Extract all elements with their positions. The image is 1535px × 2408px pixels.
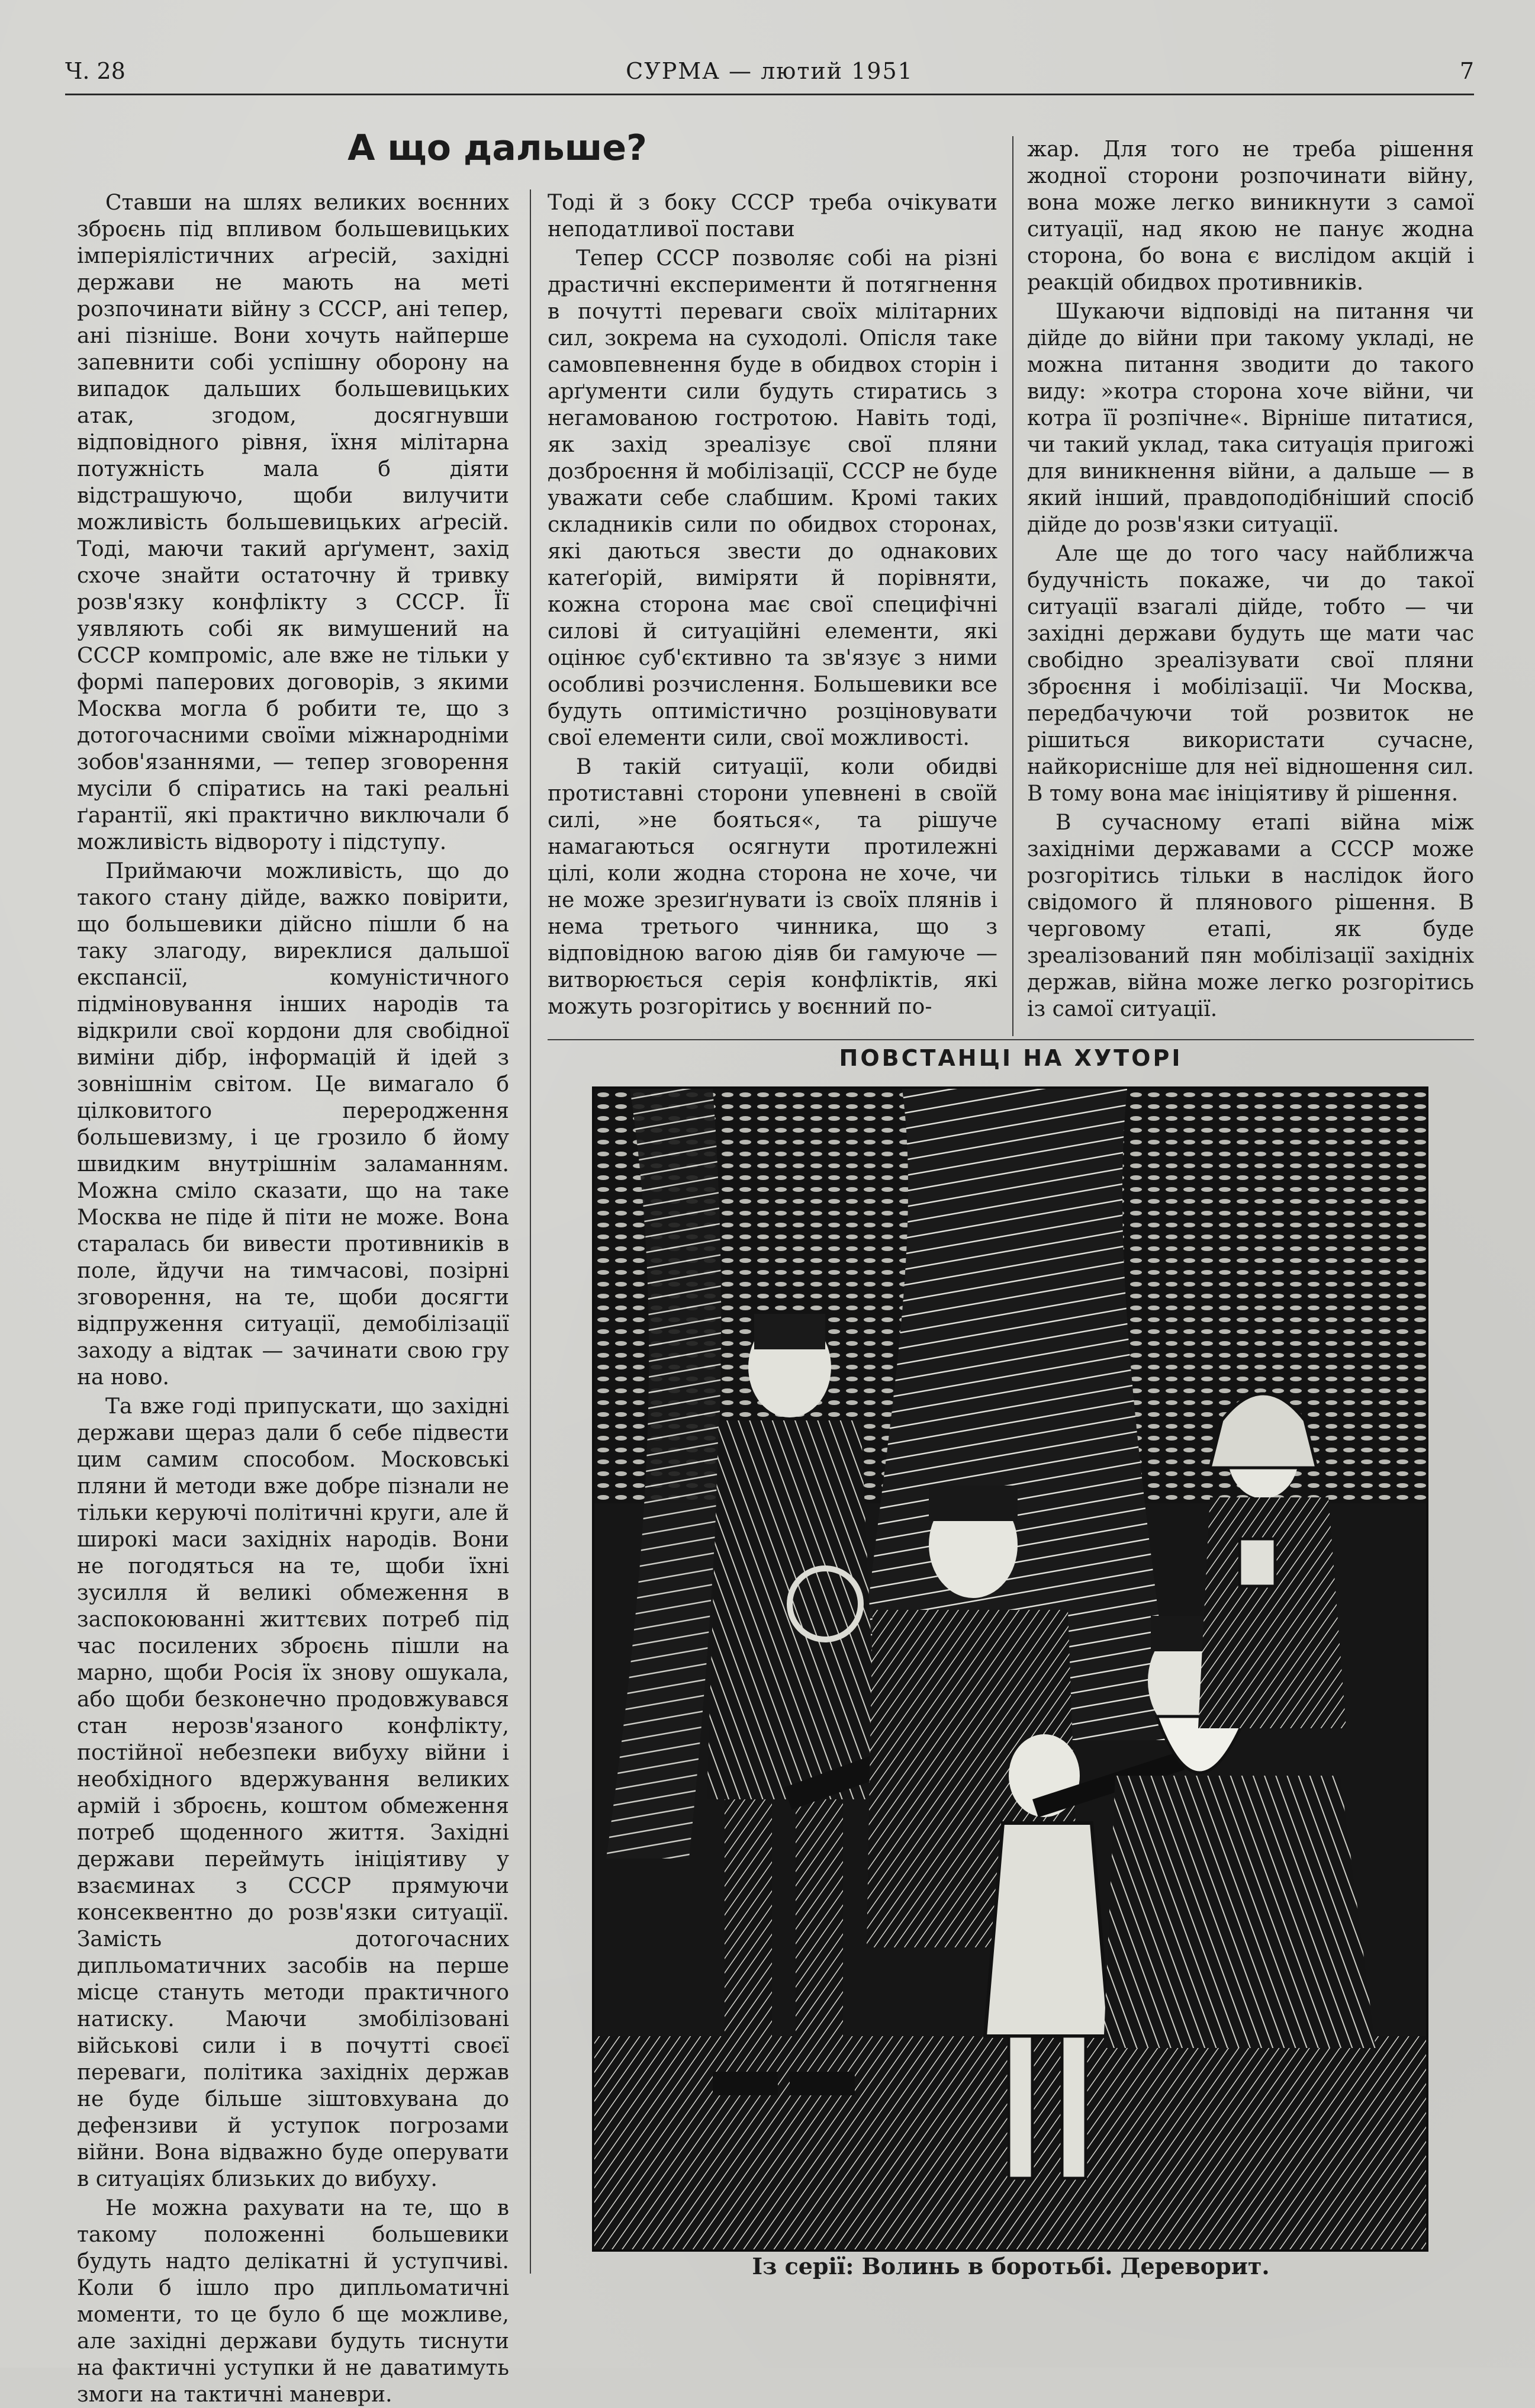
paragraph: Тепер СССР позволяє собі на різні драстичні експерименти й потягнення в почутті переваги своїх мілітарних сил, зокрема на суходолі. Опісля таке самовпевнення буде в обидвох сторін і арґументи сили будуть стиратись з негамованою гостротою. Навіть тоді, як захід зреалізує свої пляни дозброєння й мобілізації, СССР не буде уважати себе слабшим. Кромі таких складників сили по обидвох сторонах, які даються звести до однакових катеґорій, виміряти й порівняти, кожна сторона має свої специфічні силові й ситуаційні елементи, які оцінює суб'єктивно та зв'язує з ними особливі розчислення. Большевики все будуть оптимістично розціновувати свої елементи сили, свої можливості. xyxy=(548,246,997,750)
paragraph: Ставши на шлях великих воєнних зброєнь під впливом большевицьких імперіялістичних аґресій, західні держави не мають на меті розпочинати війну з СССР, ані тепер, ані пізніше. Вони хочуть найперше запевнити собі успішну оборону на випадок дальших большевицьких атак, згодом, досягнувши відповідного рівня, їхня мілітарна потужність мала б діяти відстрашуючо, щоби вилучити можливість большевицьких аґресій. Тоді, маючи такий арґумент, захід схоче знайти остаточну й тривку розв'язку конфлікту з СССР. Її уявляють собі як вимушений на СССР компроміс, але вже не тільки у формі паперових договорів, з якими Москва могла б робити те, що з дотогочасними своїми міжнародніми зобов'язаннями, — тепер зговорення мусіли б спіратись на такі реальні ґарантії, які практично виключали б можливість відвороту і підступу. xyxy=(77,191,509,854)
paragraph: В сучасному етапі війна між західніми державами а СССР може розгорітись тільки в наслідок його свідомого й плянового рішення. В черговому етапі, як буде зреалізований пян мобілізації західніх держав, війна може легко розгорітись із самої ситуації. xyxy=(1027,811,1474,1021)
section-divider xyxy=(548,1039,1474,1040)
article-column-3 xyxy=(1027,136,1474,1036)
paragraph: жар. Для того не треба рішення жодної сторони розпочинати війну, вона може легко виникнути з самої ситуації, над якою не панує жодна сторона, бо вона є вислідом акцій і реакцій обидвох противників. xyxy=(1027,137,1474,295)
paragraph: В такій ситуації, коли обидві протиставні сторони упевнені в своїй силі, »не бояться«, та рішуче намагаються осягнути протилежні цілі, коли жодна сторона не хоче, чи не може зрезиґнувати із своїх плянів і нема третього чинника, що з відповідною вагою діяв би гамуюче — витворюється серія конфліктів, які можуть розгорітись у воєнний по- xyxy=(548,755,997,1019)
paragraph: Шукаючи відповіді на питання чи дійде до війни при такому укладі, не можна питання зводити до такого виду: »котра сторона хоче війни, чи котра її розпічне«. Вірніше питатися, чи такий уклад, така ситуація пригожі для виникнення війни, а дальше — в який інший, правдоподібніший спосіб дійде до розв'язки ситуації. xyxy=(1027,300,1474,537)
illustration-title: ПОВСТАНЦІ НА ХУТОРІ xyxy=(839,1045,1183,1071)
article-column-2 xyxy=(548,189,997,1036)
page-number: 7 xyxy=(1459,58,1474,84)
paragraph: Але ще до того часу найближча будучність покаже, чи до такої ситуації взагалі дійде, тобто — чи західні держави будуть ще мати час свобідно зреалізувати свої пляни зброєння і мобілізації. Чи Москва, передбачуючи той розвиток не рішиться використати сучасне, найкорисніше для неї відношення сил. В тому вона має ініціятиву й рішення. xyxy=(1027,542,1474,806)
paragraph: Тоді й з боку СССР треба очікувати неподатливої постави xyxy=(548,191,997,242)
header-rule xyxy=(65,94,1474,95)
column-divider xyxy=(530,189,531,2274)
woodcut-illustration xyxy=(592,1086,1428,2252)
woodcut-drawing xyxy=(594,1089,1426,2249)
paragraph: Не можна рахувати на те, що в такому положенні большевики будуть надто делікатні й уступчиві. Коли б ішло про дипльоматичні моменти, то це було б ще можливе, але західні держави будуть тиснути на фактичні уступки й не даватимуть змоги на тактичні маневри. xyxy=(77,2196,509,2407)
column-divider xyxy=(1012,136,1013,1036)
paragraph: Приймаючи можливість, що до такого стану дійде, важко повірити, що большевики дійсно пішли б на таку злагоду, виреклися дальшої експансії, комуністичного підміновування інших народів та відкрили свої кордони для свобідної виміни дібр, інформацій й ідей з зовнішнім світом. Це вимагало б цілковитого переродження большевизму, і це грозило б йому швидким внутрішнім заламанням. Можна сміло сказати, що на таке Москва не піде й піти не може. Вона старалась би вивести противників в поле, йдучи на тимчасові, позірні зговорення, на те, щоби досягти відпруження ситуації, демобілізації заходу а відтак — зачинати свою гру на ново. xyxy=(77,859,509,1390)
issue-number: Ч. 28 xyxy=(65,58,125,84)
article-column-1 xyxy=(77,189,509,2407)
paragraph: Та вже годі припускати, що західні держави щераз дали б себе підвести цим самим способом. Московські пляни й методи вже добре пізнали не тільки керуючі політичні круги, але й широкі маси західніх народів. Вони не погодяться на те, щоби їхні зусилля й великі обмеження в заспокоюванні життєвих потреб під час посилених зброєнь пішли на марно, щоби Росія їх знову ошукала, або щоби безконечно продовжувався стан нерозв'язаного конфлікту, постійної небезпеки вибуху війни і необхідного вдержування великих армій і зброєнь, коштом обмеження потреб щоденного життя. Західні держави переймуть ініціятиву у взаєминах з СССР прямуючи консеквентно до розв'язки ситуації. Замість дотогочасних дипльоматичних засобів на перше місце стануть методи практичного натиску. Маючи змобілізовані військові сили і в почутті своєї переваги, політика західніх держав не буде більше зіштовхувана до дефензиви й уступок погрозами війни. Вона відважно буде оперувати в ситуаціях близьких до вибуху. xyxy=(77,1394,509,2191)
article-title: А що дальше? xyxy=(347,127,647,169)
illustration-caption: Із серії: Волинь в боротьбі. Дереворит. xyxy=(752,2253,1270,2280)
masthead: СУРМА — лютий 1951 xyxy=(626,58,913,84)
page-header xyxy=(65,53,1474,89)
